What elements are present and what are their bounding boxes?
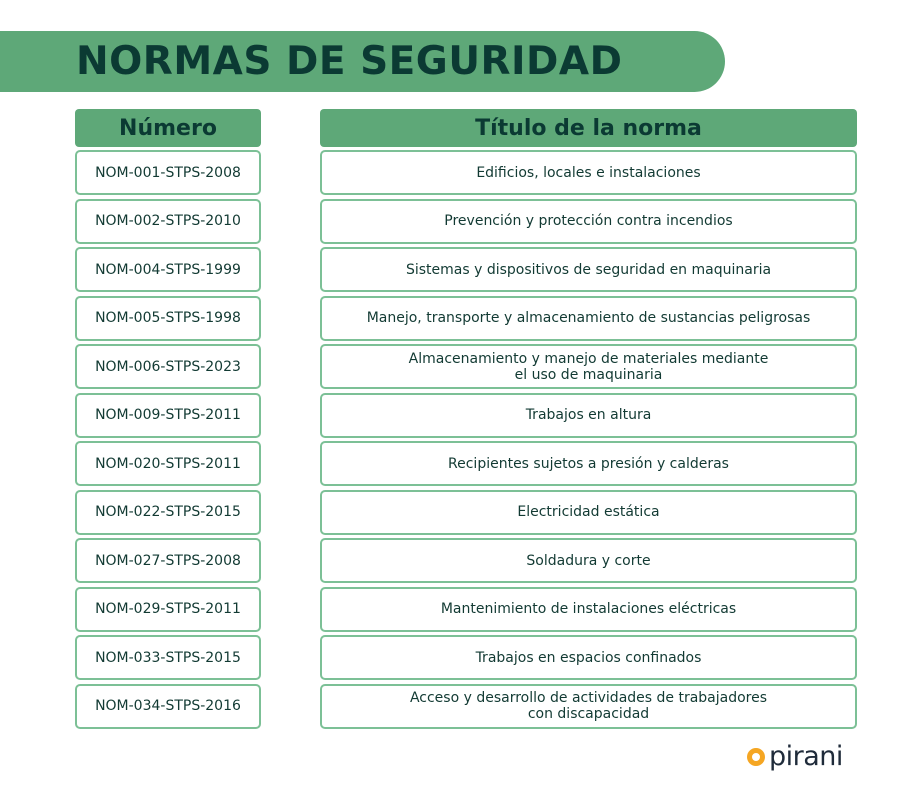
standard-title: Electricidad estática	[320, 490, 857, 535]
standard-number: NOM-002-STPS-2010	[75, 199, 261, 244]
standard-title: Trabajos en espacios confinados	[320, 635, 857, 680]
table-row	[0, 684, 920, 729]
standard-number: NOM-034-STPS-2016	[75, 684, 261, 729]
standard-number: NOM-027-STPS-2008	[75, 538, 261, 583]
standard-title: Manejo, transporte y almacenamiento de sustancias peligrosas	[320, 296, 857, 341]
table-row	[0, 247, 920, 292]
standard-title: Sistemas y dispositivos de seguridad en maquinaria	[320, 247, 857, 292]
table-row	[0, 199, 920, 244]
standard-title: Soldadura y corte	[320, 538, 857, 583]
standard-title: Edificios, locales e instalaciones	[320, 150, 857, 195]
pirani-logo	[747, 741, 843, 771]
standard-number: NOM-004-STPS-1999	[75, 247, 261, 292]
table-row	[0, 441, 920, 486]
table-row	[0, 587, 920, 632]
standard-number: NOM-001-STPS-2008	[75, 150, 261, 195]
table-row	[0, 635, 920, 680]
column-header-title: Título de la norma	[320, 109, 857, 147]
table-row	[0, 538, 920, 583]
standard-title: Almacenamiento y manejo de materiales mediante el uso de maquinaria	[320, 344, 857, 389]
standard-number: NOM-009-STPS-2011	[75, 393, 261, 438]
standards-table	[0, 150, 920, 732]
standard-number: NOM-006-STPS-2023	[75, 344, 261, 389]
table-row	[0, 393, 920, 438]
table-row	[0, 150, 920, 195]
standard-title: Mantenimiento de instalaciones eléctricas	[320, 587, 857, 632]
table-row	[0, 296, 920, 341]
standard-number: NOM-005-STPS-1998	[75, 296, 261, 341]
column-header-number: Número	[75, 109, 261, 147]
standard-number: NOM-022-STPS-2015	[75, 490, 261, 535]
standard-number: NOM-033-STPS-2015	[75, 635, 261, 680]
standard-number: NOM-029-STPS-2011	[75, 587, 261, 632]
standard-number: NOM-020-STPS-2011	[75, 441, 261, 486]
table-row	[0, 344, 920, 389]
pirani-circle-logo-icon	[747, 748, 765, 766]
standard-title: Recipientes sujetos a presión y calderas	[320, 441, 857, 486]
logo-wordmark: pirani	[769, 740, 843, 772]
page-title: NORMAS DE SEGURIDAD	[76, 39, 623, 84]
table-row	[0, 490, 920, 535]
standard-title: Trabajos en altura	[320, 393, 857, 438]
standard-title: Prevención y protección contra incendios	[320, 199, 857, 244]
standard-title: Acceso y desarrollo de actividades de trabajadores con discapacidad	[320, 684, 857, 729]
